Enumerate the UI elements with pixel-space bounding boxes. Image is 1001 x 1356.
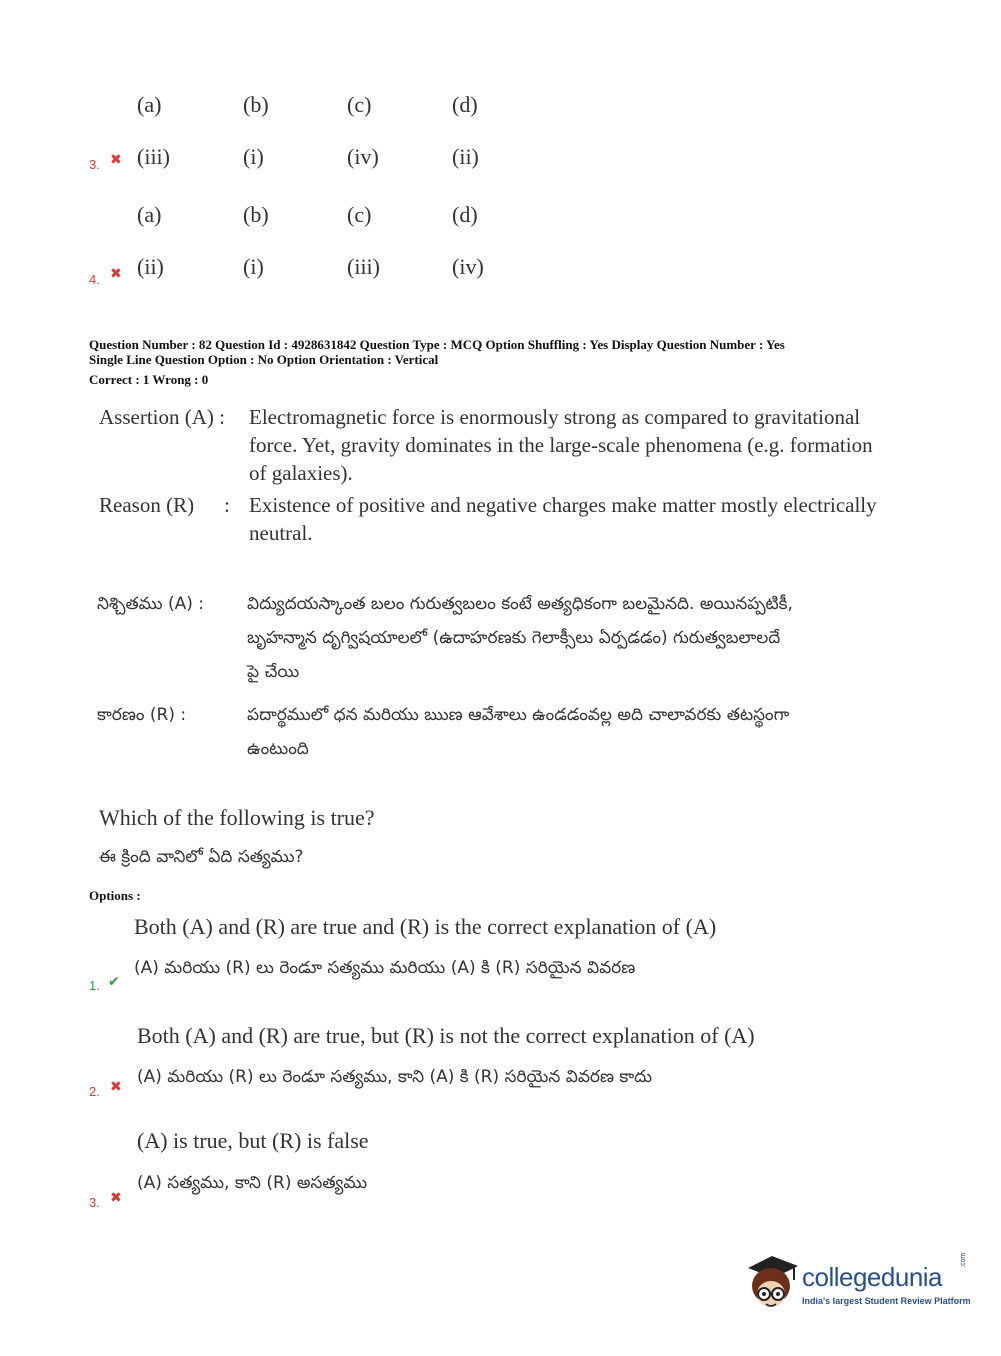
match-value-b: (i) — [243, 254, 264, 279]
cross-icon: ✖ — [110, 152, 122, 168]
logo-tagline: India's largest Student Review Platform — [802, 1296, 971, 1306]
match-value-d: (ii) — [452, 144, 479, 169]
match-header-d: (d) — [452, 202, 478, 227]
match-value-b: (i) — [243, 144, 264, 169]
question-meta-line-1: Question Number : 82 Question Id : 4928631842 Question Type : MCQ Option Shuffling : Yes Display Question Number : Yes — [89, 337, 785, 352]
option-number: 2. — [89, 1084, 100, 1099]
cross-icon: ✖ — [110, 1190, 122, 1206]
reason-line: Existence of positive and negative charges make matter mostly electrically — [249, 493, 877, 517]
reason-colon: : — [224, 493, 230, 517]
match-value-c: (iii) — [347, 254, 380, 279]
assertion-te-line: విద్యుదయస్కాంత బలం గురుత్వబలం కంటే అత్యధికంగా బలమైనది. అయినప్పటికీ, — [247, 594, 793, 614]
match-header-d: (d) — [452, 92, 478, 117]
match-header-a: (a) — [137, 92, 162, 117]
option-text-te: (A) సత్యము, కాని (R) అసత్యము — [137, 1173, 368, 1193]
reason-label: Reason (R) — [99, 493, 195, 517]
match-header-b: (b) — [243, 92, 269, 117]
assertion-te-line: పై చేయి — [247, 662, 300, 682]
reason-te-line: పదార్థములో ధన మరియు ఋణ ఆవేశాలు ఉండడంవల్ల అది చాలావరకు తటస్థంగా — [247, 705, 790, 725]
match-value-a: (iii) — [137, 144, 170, 169]
check-icon: ✔ — [108, 974, 120, 990]
reason-line: neutral. — [249, 521, 313, 545]
question-text-te: ఈ క్రింది వానిలో ఏది సత్యము? — [99, 847, 304, 867]
options-label: Options : — [89, 888, 141, 903]
match-value-d: (iv) — [452, 254, 484, 279]
assertion-line: Electromagnetic force is enormously strong as compared to gravitational — [249, 405, 861, 429]
assertion-te-line: బృహన్మాన దృగ్విషయాలలో (ఉదాహరణకు గెలాక్సీలు ఏర్పడడం) గురుత్వబలాలదే — [247, 628, 781, 648]
option-text: (A) is true, but (R) is false — [137, 1128, 369, 1153]
cross-icon: ✖ — [110, 1079, 122, 1095]
option-number: 1. — [89, 978, 100, 993]
option-number: 4. — [89, 272, 100, 287]
option-number: 3. — [89, 1195, 100, 1210]
match-value-a: (ii) — [137, 254, 164, 279]
assertion-line: force. Yet, gravity dominates in the large-scale phenomena (e.g. formation — [249, 433, 873, 457]
assertion-te-text — [247, 587, 917, 689]
match-header-c: (c) — [347, 92, 372, 117]
mascot-icon — [742, 1252, 800, 1312]
match-header-a: (a) — [137, 202, 162, 227]
assertion-te-label: నిశ్చితము (A) : — [97, 594, 204, 614]
assertion-line: of galaxies). — [249, 461, 353, 485]
question-meta-line-2: Single Line Question Option : No Option Orientation : Vertical — [89, 352, 439, 367]
option-text: Both (A) and (R) are true, but (R) is not the correct explanation of (A) — [137, 1023, 755, 1048]
cross-icon: ✖ — [110, 266, 122, 282]
option-number: 3. — [89, 157, 100, 172]
assertion-text — [249, 403, 909, 487]
logo-wordmark: collegedunia — [802, 1262, 943, 1292]
option-text: Both (A) and (R) are true and (R) is the correct explanation of (A) — [134, 914, 717, 939]
reason-te-line: ఉంటుంది — [247, 739, 309, 759]
logo-suffix: .com — [960, 1252, 967, 1268]
question-meta-line-3: Correct : 1 Wrong : 0 — [89, 372, 209, 387]
match-header-b: (b) — [243, 202, 269, 227]
option-text-te: (A) మరియు (R) లు రెండూ సత్యము, కాని (A) కి (R) సరియైన వివరణ కాదు — [137, 1067, 653, 1087]
collegedunia-logo[interactable] — [740, 1250, 970, 1316]
assertion-label: Assertion (A) : — [99, 405, 225, 429]
question-text: Which of the following is true? — [99, 805, 375, 830]
option-text-te: (A) మరియు (R) లు రెండూ సత్యము మరియు (A) కి (R) సరియైన వివరణ — [134, 958, 636, 978]
reason-text — [249, 491, 909, 547]
reason-te-label: కారణం (R) : — [97, 705, 187, 725]
match-header-c: (c) — [347, 202, 372, 227]
match-value-c: (iv) — [347, 144, 379, 169]
reason-te-text — [247, 698, 917, 766]
